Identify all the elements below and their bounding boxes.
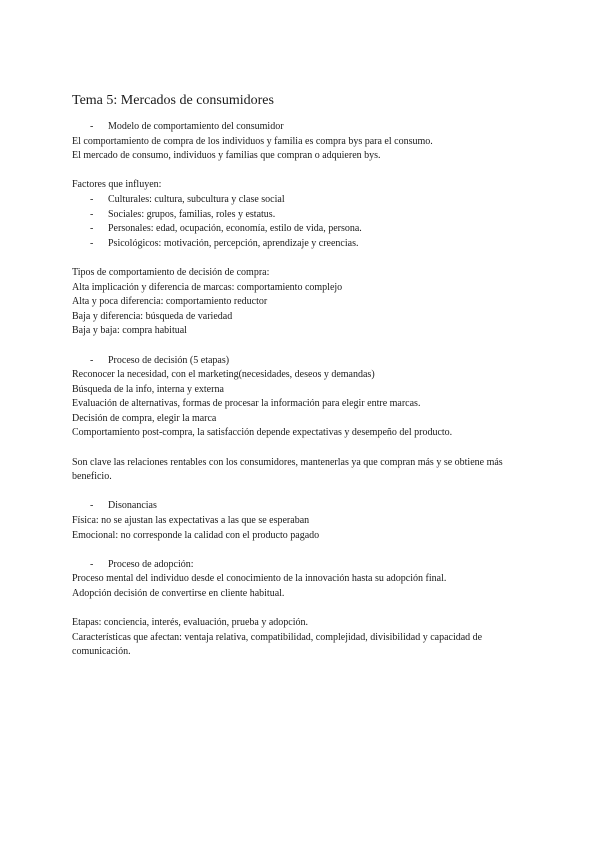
paragraph-line: Baja y baja: compra habitual [72,325,187,337]
factor-item: Psicológicos: motivación, percepción, aprendizaje y creencias. [108,237,359,249]
bullet-dash: - [90,558,94,570]
stages-line: Etapas: conciencia, interés, evaluación, prueba y adopción. [72,617,309,629]
bullet-dash: - [90,354,94,366]
bullet-dash: - [90,121,94,132]
paragraph-line: Comportamiento post-compra, la satisfacción depende expectativas y desempeño del producto. [72,427,453,439]
section-heading: Modelo de comportamiento del consumidor [108,121,284,132]
bullet-item [72,499,528,514]
bullet-item [72,120,528,135]
factor-item: Culturales: cultura, subcultura y clase social [108,193,285,205]
bullet-item [72,193,528,208]
factor-item: Sociales: grupos, familias, roles y estatus. [108,208,276,220]
bullet-dash: - [90,500,94,512]
paragraph-line: Adopción decisión de convertirse en cliente habitual. [72,588,285,599]
bullet-dash: - [90,223,94,235]
bullet-item [72,354,528,369]
paragraph-line: El comportamiento de compra de los individuos y familia es compra bys para el consumo. [72,135,433,147]
paragraph-line: Física: no se ajustan las expectativas a las que se esperaban [72,515,310,527]
bullet-item [72,222,528,237]
paragraph-line: El mercado de consumo, individuos y familias que compran o adquieren bys. [72,150,381,162]
section-heading: Disonancias [108,500,157,512]
bullet-item [72,558,528,573]
bullet-item [72,237,528,252]
bullet-dash: - [90,237,94,249]
paragraph-line: Evaluación de alternativas, formas de procesar la información para elegir entre marcas. [72,398,421,410]
types-intro: Tipos de comportamiento de decisión de compra: [72,266,270,278]
factor-item: Personales: edad, ocupación, economía, estilo de vida, persona. [108,223,362,235]
paragraph-line: Emocional: no corresponde la calidad con el producto pagado [72,529,320,541]
document-page [72,92,528,660]
section-heading: Proceso de decisión (5 etapas) [108,354,230,366]
paragraph-line: Alta implicación y diferencia de marcas: comportamiento complejo [72,281,343,293]
paragraph-line: Reconocer la necesidad, con el marketing(necesidades, deseos y demandas) [72,369,375,381]
factors-intro: Factores que influyen: [72,179,162,191]
section-heading: Proceso de adopción: [108,558,194,570]
bullet-dash: - [90,208,94,220]
bullet-item [72,208,528,223]
bullet-dash: - [90,193,94,205]
paragraph-line: Decisión de compra, elegir la marca [72,412,217,424]
paragraph-line: Baja y diferencia: búsqueda de variedad [72,310,233,322]
relations-paragraph: Son clave las relaciones rentables con los consumidores, mantenerlas ya que compran más y se obtiene más beneficio. [72,456,503,483]
paragraph-line: Proceso mental del individuo desde el conocimiento de la innovación hasta su adopción final. [72,573,447,585]
paragraph-line: Alta y poca diferencia: comportamiento reductor [72,296,268,308]
paragraph-line: Búsqueda de la info, interna y externa [72,383,224,395]
characteristics-paragraph: Características que afectan: ventaja relativa, compatibilidad, complejidad, divisibilidad y capacidad de comunicación. [72,631,483,658]
page-title: Tema 5: Mercados de consumidores [72,93,274,108]
